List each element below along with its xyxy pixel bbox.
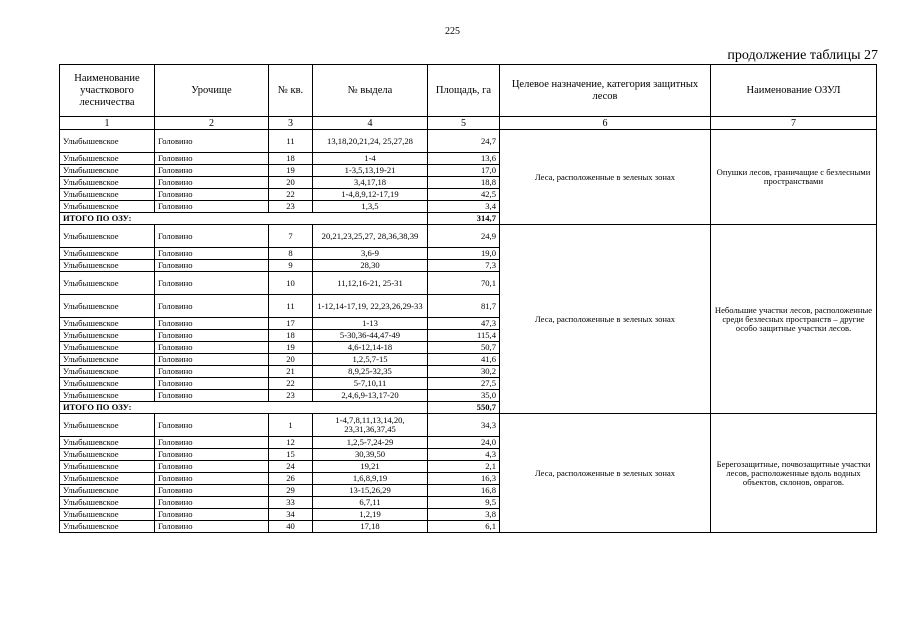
forestry-cell: Улыбышевское bbox=[60, 461, 155, 473]
tract-cell: Головино bbox=[155, 177, 269, 189]
forestry-cell: Улыбышевское bbox=[60, 318, 155, 330]
header-purpose: Целевое назначение, категория защитных лесов bbox=[500, 65, 711, 117]
area-cell: 35,0 bbox=[428, 390, 500, 402]
vydel-cell: 1,2,5-7,24-29 bbox=[313, 437, 428, 449]
forestry-cell: Улыбышевское bbox=[60, 437, 155, 449]
vydel-cell: 13-15,26,29 bbox=[313, 485, 428, 497]
tract-cell: Головино bbox=[155, 437, 269, 449]
kv-cell: 23 bbox=[269, 390, 313, 402]
page-number: 225 bbox=[445, 26, 460, 37]
kv-cell: 19 bbox=[269, 165, 313, 177]
column-number-row bbox=[60, 117, 877, 130]
forestry-cell: Улыбышевское bbox=[60, 130, 155, 153]
area-cell: 9,5 bbox=[428, 497, 500, 509]
forestry-cell: Улыбышевское bbox=[60, 248, 155, 260]
vydel-cell: 5-30,36-44,47-49 bbox=[313, 330, 428, 342]
area-cell: 16,3 bbox=[428, 473, 500, 485]
vydel-cell: 1,2,5,7-15 bbox=[313, 354, 428, 366]
kv-cell: 23 bbox=[269, 201, 313, 213]
kv-cell: 11 bbox=[269, 130, 313, 153]
table-row bbox=[60, 225, 877, 248]
tract-cell: Головино bbox=[155, 165, 269, 177]
kv-cell: 17 bbox=[269, 318, 313, 330]
kv-cell: 18 bbox=[269, 330, 313, 342]
vydel-cell: 13,18,20,21,24, 25,27,28 bbox=[313, 130, 428, 153]
area-cell: 115,4 bbox=[428, 330, 500, 342]
tract-cell: Головино bbox=[155, 414, 269, 437]
forestry-cell: Улыбышевское bbox=[60, 201, 155, 213]
area-cell: 24,7 bbox=[428, 130, 500, 153]
vydel-cell: 1,3,5 bbox=[313, 201, 428, 213]
total-label: ИТОГО ПО ОЗУ: bbox=[60, 402, 428, 414]
vydel-cell: 19,21 bbox=[313, 461, 428, 473]
kv-cell: 22 bbox=[269, 189, 313, 201]
kv-cell: 33 bbox=[269, 497, 313, 509]
tract-cell: Головино bbox=[155, 366, 269, 378]
area-cell: 70,1 bbox=[428, 272, 500, 295]
area-cell: 2,1 bbox=[428, 461, 500, 473]
tract-cell: Головино bbox=[155, 342, 269, 354]
area-cell: 7,3 bbox=[428, 260, 500, 272]
forestry-cell: Улыбышевское bbox=[60, 497, 155, 509]
tract-cell: Головино bbox=[155, 378, 269, 390]
tract-cell: Головино bbox=[155, 295, 269, 318]
vydel-cell: 1-13 bbox=[313, 318, 428, 330]
area-cell: 30,2 bbox=[428, 366, 500, 378]
tract-cell: Головино bbox=[155, 330, 269, 342]
purpose-cell: Леса, расположенные в зеленых зонах bbox=[500, 414, 711, 533]
kv-cell: 40 bbox=[269, 521, 313, 533]
header-vydel: № выдела bbox=[313, 65, 428, 117]
tract-cell: Головино bbox=[155, 485, 269, 497]
kv-cell: 19 bbox=[269, 342, 313, 354]
tract-cell: Головино bbox=[155, 497, 269, 509]
forestry-cell: Улыбышевское bbox=[60, 295, 155, 318]
vydel-cell: 17,18 bbox=[313, 521, 428, 533]
area-cell: 41,6 bbox=[428, 354, 500, 366]
kv-cell: 18 bbox=[269, 153, 313, 165]
tract-cell: Головино bbox=[155, 248, 269, 260]
forestry-cell: Улыбышевское bbox=[60, 378, 155, 390]
tract-cell: Головино bbox=[155, 189, 269, 201]
kv-cell: 24 bbox=[269, 461, 313, 473]
col-number: 7 bbox=[711, 117, 877, 130]
forestry-cell: Улыбышевское bbox=[60, 189, 155, 201]
tract-cell: Головино bbox=[155, 461, 269, 473]
area-cell: 81,7 bbox=[428, 295, 500, 318]
vydel-cell: 1-4,7,8,11,13,14,20, 23,31,36,37,45 bbox=[313, 414, 428, 437]
area-cell: 18,8 bbox=[428, 177, 500, 189]
forestry-cell: Улыбышевское bbox=[60, 449, 155, 461]
vydel-cell: 1-4 bbox=[313, 153, 428, 165]
col-number: 6 bbox=[500, 117, 711, 130]
protected-forest-table bbox=[59, 64, 877, 533]
tract-cell: Головино bbox=[155, 509, 269, 521]
table-continuation-caption: продолжение таблицы 27 bbox=[727, 48, 878, 63]
kv-cell: 20 bbox=[269, 354, 313, 366]
forestry-cell: Улыбышевское bbox=[60, 485, 155, 497]
area-cell: 3,4 bbox=[428, 201, 500, 213]
vydel-cell: 3,4,17,18 bbox=[313, 177, 428, 189]
header-ozul: Наименование ОЗУЛ bbox=[711, 65, 877, 117]
tract-cell: Головино bbox=[155, 354, 269, 366]
kv-cell: 26 bbox=[269, 473, 313, 485]
area-cell: 27,5 bbox=[428, 378, 500, 390]
area-cell: 6,1 bbox=[428, 521, 500, 533]
forestry-cell: Улыбышевское bbox=[60, 509, 155, 521]
area-cell: 24,9 bbox=[428, 225, 500, 248]
table-body bbox=[60, 130, 877, 533]
area-cell: 24,0 bbox=[428, 437, 500, 449]
col-number: 4 bbox=[313, 117, 428, 130]
table-row bbox=[60, 414, 877, 437]
kv-cell: 21 bbox=[269, 366, 313, 378]
area-cell: 16,8 bbox=[428, 485, 500, 497]
ozul-cell: Берегозащитные, почвозащитные участки лесов, расположенные вдоль водных объектов, склонов, оврагов. bbox=[711, 414, 877, 533]
tract-cell: Головино bbox=[155, 225, 269, 248]
area-cell: 13,6 bbox=[428, 153, 500, 165]
vydel-cell: 1-3,5,13,19-21 bbox=[313, 165, 428, 177]
vydel-cell: 8,9,25-32,35 bbox=[313, 366, 428, 378]
area-cell: 19,0 bbox=[428, 248, 500, 260]
vydel-cell: 28,30 bbox=[313, 260, 428, 272]
kv-cell: 9 bbox=[269, 260, 313, 272]
col-number: 3 bbox=[269, 117, 313, 130]
forestry-cell: Улыбышевское bbox=[60, 272, 155, 295]
forestry-cell: Улыбышевское bbox=[60, 177, 155, 189]
col-number: 2 bbox=[155, 117, 269, 130]
area-cell: 50,7 bbox=[428, 342, 500, 354]
col-number: 1 bbox=[60, 117, 155, 130]
tract-cell: Головино bbox=[155, 473, 269, 485]
kv-cell: 1 bbox=[269, 414, 313, 437]
tract-cell: Головино bbox=[155, 390, 269, 402]
total-value: 550,7 bbox=[428, 402, 500, 414]
vydel-cell: 3,6-9 bbox=[313, 248, 428, 260]
kv-cell: 7 bbox=[269, 225, 313, 248]
kv-cell: 34 bbox=[269, 509, 313, 521]
total-value: 314,7 bbox=[428, 213, 500, 225]
kv-cell: 11 bbox=[269, 295, 313, 318]
forestry-cell: Улыбышевское bbox=[60, 473, 155, 485]
vydel-cell: 1-4,8,9,12-17,19 bbox=[313, 189, 428, 201]
area-cell: 17,0 bbox=[428, 165, 500, 177]
purpose-cell: Леса, расположенные в зеленых зонах bbox=[500, 225, 711, 414]
tract-cell: Головино bbox=[155, 318, 269, 330]
tract-cell: Головино bbox=[155, 272, 269, 295]
forestry-cell: Улыбышевское bbox=[60, 225, 155, 248]
tract-cell: Головино bbox=[155, 153, 269, 165]
vydel-cell: 30,39,50 bbox=[313, 449, 428, 461]
header-kv: № кв. bbox=[269, 65, 313, 117]
purpose-cell: Леса, расположенные в зеленых зонах bbox=[500, 130, 711, 225]
vydel-cell: 20,21,23,25,27, 28,36,38,39 bbox=[313, 225, 428, 248]
kv-cell: 22 bbox=[269, 378, 313, 390]
header-forestry: Наименование участкового лесничества bbox=[60, 65, 155, 117]
header-row bbox=[60, 65, 877, 117]
area-cell: 47,3 bbox=[428, 318, 500, 330]
forestry-cell: Улыбышевское bbox=[60, 330, 155, 342]
vydel-cell: 1,6,8,9,19 bbox=[313, 473, 428, 485]
forestry-cell: Улыбышевское bbox=[60, 260, 155, 272]
tract-cell: Головино bbox=[155, 521, 269, 533]
vydel-cell: 1-12,14-17,19, 22,23,26,29-33 bbox=[313, 295, 428, 318]
area-cell: 4,3 bbox=[428, 449, 500, 461]
tract-cell: Головино bbox=[155, 260, 269, 272]
forestry-cell: Улыбышевское bbox=[60, 366, 155, 378]
tract-cell: Головино bbox=[155, 130, 269, 153]
forestry-cell: Улыбышевское bbox=[60, 414, 155, 437]
vydel-cell: 1,2,19 bbox=[313, 509, 428, 521]
vydel-cell: 2,4,6,9-13,17-20 bbox=[313, 390, 428, 402]
forestry-cell: Улыбышевское bbox=[60, 342, 155, 354]
ozul-cell: Опушки лесов, граничащие с безлесными пространствами bbox=[711, 130, 877, 225]
vydel-cell: 11,12,16-21, 25-31 bbox=[313, 272, 428, 295]
forestry-cell: Улыбышевское bbox=[60, 165, 155, 177]
vydel-cell: 4,6-12,14-18 bbox=[313, 342, 428, 354]
forestry-cell: Улыбышевское bbox=[60, 390, 155, 402]
header-area: Площадь, га bbox=[428, 65, 500, 117]
kv-cell: 15 bbox=[269, 449, 313, 461]
tract-cell: Головино bbox=[155, 201, 269, 213]
header-tract: Урочище bbox=[155, 65, 269, 117]
vydel-cell: 6,7,11 bbox=[313, 497, 428, 509]
area-cell: 42,5 bbox=[428, 189, 500, 201]
kv-cell: 20 bbox=[269, 177, 313, 189]
forestry-cell: Улыбышевское bbox=[60, 354, 155, 366]
area-cell: 3,8 bbox=[428, 509, 500, 521]
kv-cell: 10 bbox=[269, 272, 313, 295]
tract-cell: Головино bbox=[155, 449, 269, 461]
total-label: ИТОГО ПО ОЗУ: bbox=[60, 213, 428, 225]
kv-cell: 8 bbox=[269, 248, 313, 260]
forestry-cell: Улыбышевское bbox=[60, 521, 155, 533]
table-row bbox=[60, 130, 877, 153]
kv-cell: 12 bbox=[269, 437, 313, 449]
kv-cell: 29 bbox=[269, 485, 313, 497]
vydel-cell: 5-7,10,11 bbox=[313, 378, 428, 390]
col-number: 5 bbox=[428, 117, 500, 130]
ozul-cell: Небольшие участки лесов, расположенные среди безлесных пространств – другие особо защитные участки лесов. bbox=[711, 225, 877, 414]
forestry-cell: Улыбышевское bbox=[60, 153, 155, 165]
area-cell: 34,3 bbox=[428, 414, 500, 437]
